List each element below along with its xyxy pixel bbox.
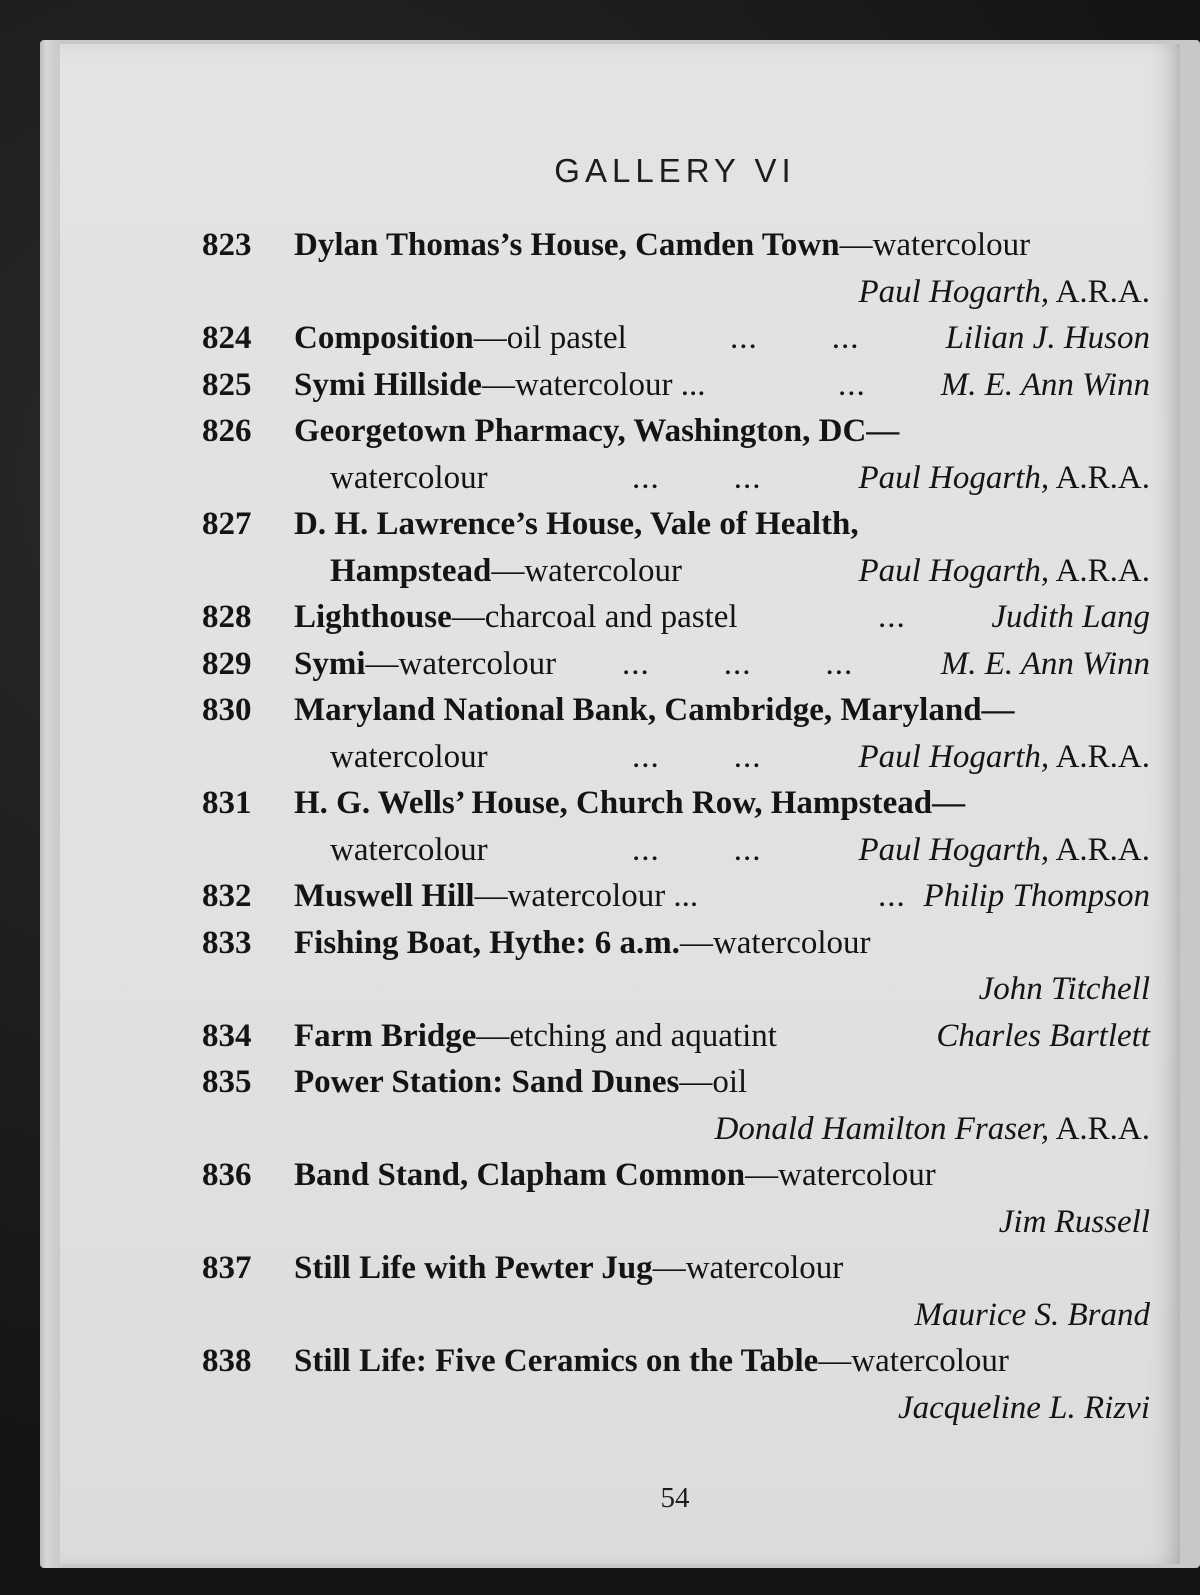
entry-honour: A.R.A. [1049,738,1150,775]
entry-823 [202,222,1150,269]
entry-title-continued: Hampstead [330,552,492,589]
entry-835 [202,1059,1150,1106]
entry-artist: Paul Hogarth, [858,831,1050,868]
entry-836-artist-line [202,1199,1150,1246]
entry-number: 837 [202,1250,252,1286]
entry-title-line [330,548,682,595]
entry-honour: A.R.A. [1049,1110,1150,1147]
entry-artist-block [991,594,1150,641]
entry-artist-block [941,362,1150,409]
entry-number: 835 [202,1064,252,1100]
entry-838-artist-line [202,1385,1150,1432]
entry-title: Still Life: Five Ceramics on the Table [294,1343,819,1379]
entry-artist-block [898,1385,1150,1432]
entry-artist-block [924,873,1150,920]
entry-medium: —watercolour [491,552,682,589]
entry-artist: M. E. Ann Winn [940,366,1150,403]
page-number: 54 [660,1482,690,1514]
entry-827-continuation [202,548,1150,595]
entry-medium: watercolour [330,738,488,775]
leader-dots: ... ... [632,459,762,496]
entry-title-line [294,1152,936,1199]
entry-medium: —etching and aquatint [476,1017,777,1054]
entry-honour: A.R.A. [1049,831,1150,868]
entry-title: Still Life with Pewter Jug [294,1250,653,1286]
entry-number: 830 [202,692,252,728]
entry-number: 825 [202,366,252,403]
entry-830-continuation [202,734,1150,781]
entry-artist-block [715,1106,1150,1153]
entry-artist: Judith Lang [991,599,1150,635]
entry-title: Dylan Thomas’s House, Camden Town [294,227,840,263]
entry-826 [202,408,1150,455]
entry-number: 833 [202,924,252,961]
entry-title-line [294,408,899,455]
entry-number: 824 [202,320,252,356]
entry-837-artist-line [202,1292,1150,1339]
leader-dots: ... [878,878,906,914]
entry-title-line [294,1245,843,1292]
entry-title-line [294,315,627,362]
entry-medium: watercolour [330,831,488,868]
leader-dots: ... ... ... [622,645,854,682]
entry-834 [202,1013,1150,1060]
entry-title: Fishing Boat, Hythe: 6 a.m. [294,924,680,961]
entry-artist: John Titchell [978,971,1150,1007]
entry-number: 826 [202,413,252,449]
catalogue-page [60,44,1180,1564]
entry-medium: —watercolour [839,227,1031,263]
entry-artist: Jacqueline L. Rizvi [897,1389,1150,1426]
entry-honour: A.R.A. [1049,459,1150,496]
entry-title: Power Station: Sand Dunes [294,1064,680,1100]
leader-dots: ... ... [632,831,762,868]
entry-medium: —watercolour [652,1250,844,1286]
entry-number: 828 [202,599,252,635]
entry-number: 827 [202,506,252,542]
entry-title: Farm Bridge [294,1017,477,1054]
entry-title: Lighthouse [294,599,452,635]
entry-medium: —watercolour [679,924,871,961]
entry-title-line [294,1059,747,1106]
entry-832 [202,873,1150,920]
entry-artist-block [858,734,1150,781]
entry-artist-block [999,1199,1150,1246]
leader-dots: ... [838,366,866,403]
entry-artist-block [941,641,1150,688]
entry-medium: —watercolour ... [474,878,699,914]
leader-dots: ... [878,599,906,635]
entry-artist-block [858,269,1150,316]
entry-list [202,222,1150,1431]
entry-838 [202,1338,1150,1385]
entry-artist: M. E. Ann Winn [940,645,1150,682]
entry-title-line [294,222,1030,269]
entry-artist: Jim Russell [998,1203,1150,1240]
entry-artist: Philip Thompson [923,878,1150,914]
entry-title-line [294,687,1015,734]
entry-823-artist-line [202,269,1150,316]
entry-title-line [294,501,859,548]
entry-medium: —watercolour ... [481,366,706,403]
entry-title-line [294,594,738,641]
entry-836 [202,1152,1150,1199]
entry-title-line [294,780,965,827]
leader-dots: ... ... [730,320,860,356]
entry-medium: —watercolour [818,1343,1009,1379]
entry-medium: watercolour [330,459,488,496]
entry-honour: A.R.A. [1049,552,1150,589]
entry-825 [202,362,1150,409]
entry-artist-block [858,827,1150,874]
entry-title: Band Stand, Clapham Common [294,1157,746,1193]
entry-artist: Donald Hamilton Fraser, [714,1110,1050,1147]
entry-title: Symi Hillside [294,366,482,403]
entry-title: H. G. Wells’ House, Church Row, Hampstead— [294,785,966,821]
entry-829 [202,641,1150,688]
entry-number: 836 [202,1157,252,1193]
entry-title-line [294,873,698,920]
entry-medium: —oil [679,1064,748,1100]
entry-title: D. H. Lawrence’s House, Vale of Health, [294,506,859,542]
entry-artist-block [979,966,1150,1013]
entry-artist: Charles Bartlett [936,1017,1150,1054]
entry-title: Composition [294,320,474,356]
entry-title-line [294,1338,1009,1385]
entry-title-line [294,1013,777,1060]
entry-artist: Paul Hogarth, [858,459,1050,496]
entry-828 [202,594,1150,641]
entry-826-continuation [202,455,1150,502]
entry-medium: —watercolour [365,645,557,682]
entry-artist: Maurice S. Brand [914,1296,1150,1333]
entry-artist: Paul Hogarth, [858,738,1050,775]
entry-artist: Lilian J. Huson [945,320,1150,356]
entry-number: 834 [202,1017,252,1054]
entry-833-artist-line [202,966,1150,1013]
entry-number: 823 [202,227,252,263]
entry-number: 829 [202,645,252,682]
entry-number: 838 [202,1343,252,1379]
entry-number: 832 [202,878,252,914]
entry-artist-block [946,315,1150,362]
entry-835-artist-line [202,1106,1150,1153]
entry-number: 831 [202,785,252,821]
entry-827 [202,501,1150,548]
entry-833 [202,920,1150,967]
entry-831-continuation [202,827,1150,874]
entry-title: Symi [294,645,366,682]
entry-artist-block [914,1292,1150,1339]
leader-dots: ... ... [632,738,762,775]
entry-artist-block [858,455,1150,502]
entry-medium: —watercolour [745,1157,936,1193]
entry-title: Georgetown Pharmacy, Washington, DC— [294,413,900,449]
entry-title-line [294,641,556,688]
entry-title: Muswell Hill [294,878,475,914]
entry-artist-block [858,548,1150,595]
page-header: GALLERY VI [554,152,796,189]
entry-824 [202,315,1150,362]
entry-artist: Paul Hogarth, [858,552,1050,589]
entry-artist-block [936,1013,1150,1060]
entry-medium: —charcoal and pastel [451,599,738,635]
entry-artist: Paul Hogarth, [858,273,1050,310]
entry-830 [202,687,1150,734]
entry-837 [202,1245,1150,1292]
entry-medium: —oil pastel [473,320,627,356]
entry-831 [202,780,1150,827]
entry-title-line [294,920,871,967]
entry-honour: A.R.A. [1049,273,1150,310]
entry-title-line [294,362,706,409]
entry-title: Maryland National Bank, Cambridge, Maryland— [294,692,1015,728]
